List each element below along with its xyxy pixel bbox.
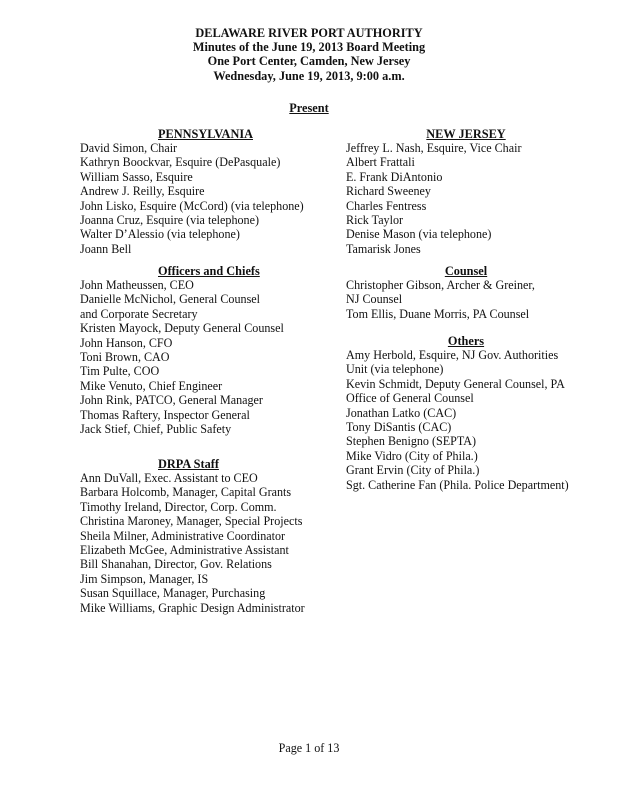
list-item: Joann Bell [80, 241, 132, 256]
list-item: Timothy Ireland, Director, Corp. Comm. [80, 499, 277, 514]
list-item: Tony DiSantis (CAC) [346, 420, 452, 435]
list-item: Grant Ervin (City of Phila.) [346, 463, 480, 478]
pennsylvania-section [80, 127, 330, 256]
list-item: John Lisko, Esquire (McCord) (via telephone) [80, 198, 304, 213]
section-title: Others [447, 334, 485, 348]
list-item: Christina Maroney, Manager, Special Projects [80, 514, 303, 529]
list-item: Toni Brown, CAO [80, 350, 170, 365]
meeting-datetime: Wednesday, June 19, 2013, 9:00 a.m. [213, 68, 405, 83]
list-item: Walter D’Alessio (via telephone) [80, 227, 240, 242]
list-item: Danielle McNichol, General Counsel [80, 292, 261, 307]
list-item: William Sasso, Esquire [80, 169, 193, 184]
new-jersey-section [346, 127, 586, 256]
list-item: Bill Shanahan, Director, Gov. Relations [80, 557, 272, 572]
list-item: Ann DuVall, Exec. Assistant to CEO [80, 471, 258, 485]
list-item: Christopher Gibson, Archer & Greiner, [346, 278, 535, 292]
section-title: Counsel [444, 264, 488, 278]
others-section [346, 334, 586, 492]
list-item: Mike Williams, Graphic Design Administrator [80, 600, 305, 615]
section-title: DRPA Staff [158, 457, 219, 471]
list-item: Jack Stief, Chief, Public Safety [80, 422, 232, 437]
org-name: DELAWARE RIVER PORT AUTHORITY [195, 26, 423, 40]
list-item: Denise Mason (via telephone) [346, 227, 492, 242]
list-item: Stephen Benigno (SEPTA) [346, 434, 477, 449]
drpa-staff-section [80, 457, 330, 615]
document-header [0, 26, 618, 83]
list-item: Tamarisk Jones [346, 241, 421, 256]
list-item: Kevin Schmidt, Deputy General Counsel, PA [346, 376, 565, 391]
list-item: Jeffrey L. Nash, Esquire, Vice Chair [346, 141, 522, 155]
counsel-section [346, 264, 586, 321]
section-title: NEW JERSEY [426, 127, 506, 141]
list-item: John Rink, PATCO, General Manager [80, 393, 263, 408]
list-item: Joanna Cruz, Esquire (via telephone) [80, 213, 259, 228]
list-item: Elizabeth McGee, Administrative Assistant [80, 543, 289, 558]
list-item: Tim Pulte, COO [80, 364, 160, 379]
list-item: Andrew J. Reilly, Esquire [80, 184, 205, 199]
list-item: NJ Counsel [346, 292, 403, 307]
list-item: Albert Frattali [346, 155, 415, 170]
list-item: Mike Venuto, Chief Engineer [80, 378, 223, 393]
list-item: David Simon, Chair [80, 141, 178, 155]
page-number: Page 1 of 13 [278, 741, 340, 755]
list-item: Sgt. Catherine Fan (Phila. Police Department) [346, 477, 569, 492]
list-item: John Hanson, CFO [80, 335, 173, 350]
list-item: E. Frank DiAntonio [346, 169, 443, 184]
list-item: Jonathan Latko (CAC) [346, 405, 457, 420]
list-item: Jim Simpson, Manager, IS [80, 571, 209, 586]
list-item: John Matheussen, CEO [80, 278, 194, 292]
list-item: Rick Taylor [346, 213, 404, 228]
meeting-location: One Port Center, Camden, New Jersey [207, 54, 411, 69]
list-item: Amy Herbold, Esquire, NJ Gov. Authorities [346, 348, 559, 362]
list-item: Kathryn Boockvar, Esquire (DePasquale) [80, 155, 281, 170]
list-item: Office of General Counsel [346, 391, 474, 406]
list-item: Tom Ellis, Duane Morris, PA Counsel [346, 306, 530, 321]
section-title: PENNSYLVANIA [158, 127, 253, 141]
list-item: Charles Fentress [346, 198, 427, 213]
present-heading: Present [289, 101, 329, 115]
list-item: Sheila Milner, Administrative Coordinator [80, 528, 286, 543]
list-item: Susan Squillace, Manager, Purchasing [80, 586, 266, 601]
section-title: Officers and Chiefs [158, 264, 260, 278]
list-item: Barbara Holcomb, Manager, Capital Grants [80, 485, 292, 500]
meeting-title: Minutes of the June 19, 2013 Board Meeting [192, 40, 426, 55]
list-item: Kristen Mayock, Deputy General Counsel [80, 321, 284, 336]
list-item: Thomas Raftery, Inspector General [80, 407, 250, 422]
list-item: and Corporate Secretary [80, 306, 198, 321]
list-item: Unit (via telephone) [346, 362, 444, 377]
officers-section [80, 264, 330, 436]
list-item: Mike Vidro (City of Phila.) [346, 448, 478, 463]
list-item: Richard Sweeney [346, 184, 431, 199]
